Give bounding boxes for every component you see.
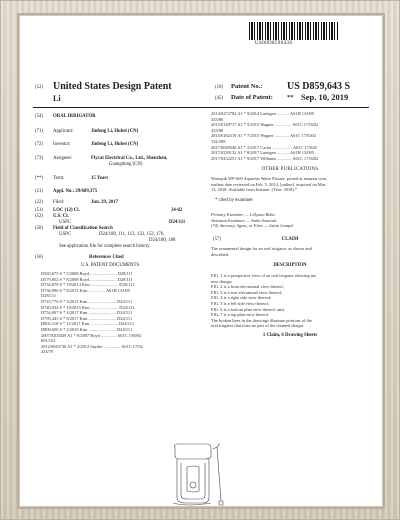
reference-row: D802,118 S * 11/2017 Kim ......................... D24/111 — [41, 321, 135, 327]
patent-page — [19, 15, 383, 507]
assignee-value: Flycat Electrical Co., Ltd., Shenzhen, — [91, 156, 168, 161]
code-term: (**) — [35, 176, 43, 181]
reference-row: D734,879 S * 10/2014 Kim ......................... D28/111 — [41, 282, 135, 288]
header-rule — [33, 107, 369, 108]
reference-row: D736,996 S * 8/2015 Kim ............... A61H 13/005 — [41, 287, 130, 293]
reference-row: 2017/0252251 A1 * 9/2017 Williams ............. A61C 17/0202 — [211, 155, 319, 161]
reference-row: D809,650 S * 2/2019 Kim ......................... D24/111 — [41, 326, 133, 332]
claim-line: described. — [211, 251, 229, 257]
other-publications-title: OTHER PUBLICATIONS — [261, 167, 319, 172]
filed-date: Jun. 29, 2017 — [91, 200, 118, 205]
patent-no-label: Patent No.: — [231, 83, 263, 90]
term-value: 15 Years — [91, 176, 109, 181]
appl-no: Appl. No.: 29/609,375 — [53, 189, 98, 194]
claims-sheets-count: 1 Claim, 6 Drawing Sheets — [262, 333, 318, 338]
cited-by-examiner: * cited by examiner — [215, 198, 253, 203]
reference-row: D28/111 — [41, 293, 57, 299]
reference-row: D740,034 S * 10/2015 Kim ......................... D24/111 — [41, 304, 135, 310]
code-51: (51) — [35, 208, 43, 213]
assignee-location: Guangdong (CN) — [109, 162, 143, 167]
description-text — [211, 273, 316, 329]
inventor-short: Li — [53, 94, 61, 103]
references-cited-title: References Cited — [89, 255, 124, 260]
filed-label: Filed: — [53, 200, 65, 205]
inventor-value: Jinfeng Li, Hubei (CN) — [91, 142, 139, 147]
reference-row: 433/79 — [41, 349, 54, 355]
description-line: oral irrigator that form no part of the claimed design. — [211, 323, 304, 329]
description-line: FIG. 6 is a bottom plan view thereof; and, — [211, 306, 285, 312]
reference-row: 2015/0182319 A1 * 7/2015 Wagner ............. A61C 17/0202 — [211, 133, 316, 139]
design-title: ORAL IRRIGATOR — [53, 114, 96, 119]
field-uspc-value-1: D24/108, 111, 113, 133, 152, 176, — [99, 232, 165, 237]
field-uspc-value-2: D24/180, 188 — [149, 238, 176, 243]
other-pub-line: Waterpik WP-660 Aquarius Water Flosser, posted at amazon.com, — [211, 176, 328, 181]
date-star: ** — [287, 94, 294, 101]
code-71: (71) — [35, 129, 43, 134]
barcode-number: US00D859643S — [255, 41, 293, 46]
reference-row: D795,441 S * 8/2017 Kim ......................... D24/111 — [41, 315, 133, 321]
code-58: (58) — [35, 226, 43, 231]
field-search-label: Field of Classification Search — [53, 226, 113, 231]
code-57: (57) — [213, 237, 221, 242]
code-45: (45) — [215, 96, 223, 101]
description-line: FIG. 7 is a top plan view thereof. — [211, 312, 270, 318]
code-56: (56) — [35, 255, 43, 260]
inventor-label: Inventor: — [53, 142, 71, 147]
date-label: Date of Patent: — [231, 94, 273, 101]
reference-row: 2017/0239132 A1 * 8/2017 Luettgen ........... A61H 13/005 — [211, 150, 314, 156]
patent-number: US D859,643 S — [287, 81, 351, 92]
code-72: (72) — [35, 142, 43, 147]
reference-row: 433/80 — [211, 116, 224, 122]
code-12: (12) — [35, 85, 43, 90]
code-54: (54) — [35, 114, 43, 119]
reference-row: 2015/0140717 A1 * 5/2015 Wagner ............... A61C 17/0202 — [211, 122, 319, 128]
other-publications-text — [211, 176, 327, 193]
description-line: FIG. 4 is a right side view thereof; — [211, 295, 272, 301]
field-uspc-label: USPC — [59, 232, 71, 237]
reference-row: D725,776 S * 3/2015 Kim ......................... D24/111 — [41, 298, 133, 304]
description-title: DESCRIPTION — [273, 263, 307, 268]
code-22: (22) — [35, 200, 43, 205]
applicant-value: Jinfeng Li, Hubei (CN) — [91, 129, 139, 134]
oral-irrigator-drawing — [167, 441, 231, 507]
assistant-examiner: Assistant Examiner — Anila Sonurak — [211, 217, 277, 223]
code-52: (52) — [35, 214, 43, 219]
patent-type-title: United States Design Patent — [53, 81, 172, 92]
code-21: (21) — [35, 189, 43, 194]
us-cl-label: U.S. Cl. — [53, 214, 69, 219]
reference-row: 433/80 — [211, 127, 224, 133]
reference-row: D754,097 S * 4/2017 Kim ......................... D24/111 — [41, 310, 133, 316]
uspc-value: D24/111 — [169, 220, 186, 225]
description-line: The broken lines in the drawings illustrate portions of the — [211, 317, 312, 323]
description-line: FIG. 5 is a left side view thereof; — [211, 300, 270, 306]
loc-value: 24-02 — [171, 208, 183, 213]
description-line: FIG. 1 is a perspective view of an oral irrigator showing my — [211, 273, 317, 278]
claim-text — [211, 246, 312, 257]
term-label: Term: — [53, 176, 65, 181]
reference-row: 2014/0272782 A1 * 9/2014 Luettgen ........... A61H 13/005 — [211, 111, 314, 116]
description-line: FIG. 3 is a rear elevational view thereof; — [211, 289, 283, 295]
right-references-list — [211, 111, 318, 161]
other-pub-line: earliest date reviewed on Feb. 5, 2014, [online], acquired on Mar. — [211, 181, 326, 187]
claim-line: The ornamental design for an oral irrigator, as shown and — [211, 246, 312, 251]
claim-title: CLAIM — [281, 237, 299, 242]
code-73: (73) — [35, 156, 43, 161]
reference-row: 132/308 — [211, 138, 226, 144]
attorney: (74) Attorney, Agent, or Firm — Justin Lampel — [211, 223, 294, 229]
uspc-label: USPC — [59, 220, 71, 225]
applicant-label: Applicant: — [53, 129, 74, 134]
primary-examiner: Primary Examiner — Lillyana Bekic — [211, 212, 276, 217]
see-application: See application file for complete search history. — [59, 244, 151, 249]
other-pub-line: 13, 2018. Available from Internet. (Year: 2018).* — [211, 187, 298, 193]
reference-row: 2017/0049540 A1 * 2/2017 Cacka .................. A61C 17/028 — [211, 144, 317, 150]
code-10: (10) — [215, 85, 223, 90]
reference-row: 2007/0203439 A1 * 8/2007 Boyd .............. A61C 1/0084 — [41, 332, 141, 338]
reference-row: D579,852 S * 8/2008 Boyd ........................ D28/111 — [41, 276, 133, 282]
reference-row: 2012/0045730 A1 * 2/2012 Snyder ............... A61C 17/02 — [41, 343, 143, 349]
patent-date: Sep. 10, 2019 — [301, 92, 349, 102]
left-references-list — [41, 271, 143, 355]
examiners — [211, 212, 293, 229]
description-line: new design; — [211, 278, 233, 284]
reference-row: 601/162 — [41, 338, 56, 344]
assignee-label: Assignee: — [53, 156, 72, 161]
reference-row: D565,675 S * 5/2008 Boyd ........................ D28/111 — [41, 271, 133, 276]
loc-label: LOC (12) Cl. — [53, 208, 80, 213]
description-line: FIG. 2 is a front elevational view thereof; — [211, 284, 284, 290]
barcode — [249, 22, 339, 40]
us-patent-docs-title: U.S. PATENT DOCUMENTS — [81, 263, 140, 268]
